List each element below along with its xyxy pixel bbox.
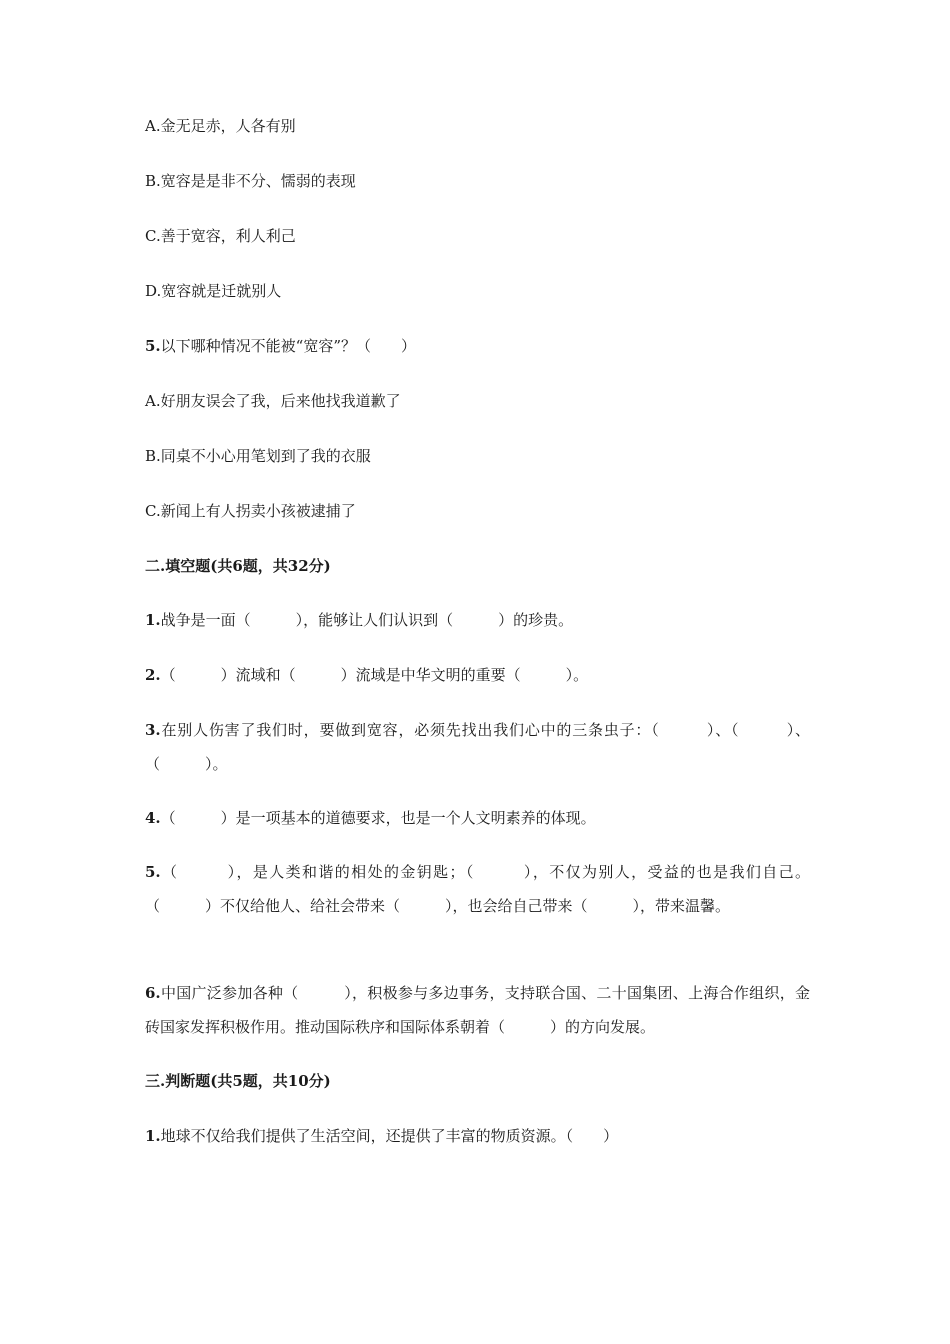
q5-text: 以下哪种情况不能被“宽容”？（ ） bbox=[160, 337, 417, 355]
q4-option-b: B.宽容是是非不分、懦弱的表现 bbox=[145, 172, 356, 190]
fill-q5-text: （ ），是人类和谐的相处的金钥匙；（ ），不仅为别人，受益的也是我们自己。（ ）不仅给他人、给社会带来（ ），也会给自己带来（ ），带来温馨。 bbox=[145, 863, 810, 915]
q5-option-a: A.好朋友误会了我，后来他找我道歉了 bbox=[145, 392, 401, 410]
judge-question-1 bbox=[145, 1126, 815, 1146]
fill-question-4 bbox=[145, 808, 815, 828]
q4-option-c: C.善于宽容，利人利己 bbox=[145, 227, 296, 245]
fill-question-1 bbox=[145, 610, 815, 630]
fill-q5-number: 5. bbox=[145, 863, 161, 881]
fill-q1-number: 1. bbox=[145, 611, 161, 629]
fill-question-6 bbox=[145, 976, 810, 1044]
section2-heading: 二.填空题(共6题，共32分) bbox=[145, 557, 331, 575]
q5-option-b: B.同桌不小心用笔划到了我的衣服 bbox=[145, 447, 371, 465]
section3-heading: 三.判断题(共5题，共10分) bbox=[145, 1072, 331, 1090]
judge-q1-number: 1. bbox=[145, 1127, 161, 1145]
fill-question-3 bbox=[145, 713, 810, 781]
fill-q1-text: 战争是一面（ ），能够让人们认识到（ ）的珍贵。 bbox=[160, 611, 574, 629]
fill-q6-text: 中国广泛参加各种（ ），积极参与多边事务，支持联合国、二十国集团、上海合作组织，金砖国家发挥积极作用。推动国际秩序和国际体系朝着（ ）的方向发展。 bbox=[145, 984, 810, 1036]
fill-q3-number: 3. bbox=[145, 721, 161, 739]
fill-q4-number: 4. bbox=[145, 809, 161, 827]
fill-q2-number: 2. bbox=[145, 666, 161, 684]
q5-stem bbox=[145, 336, 815, 356]
q4-option-a: A.金无足赤，人各有别 bbox=[145, 117, 296, 135]
fill-question-5 bbox=[145, 855, 810, 923]
fill-question-2 bbox=[145, 665, 815, 685]
q4-option-d: D.宽容就是迁就别人 bbox=[145, 282, 282, 300]
fill-q2-text: （ ）流域和（ ）流域是中华文明的重要（ ）。 bbox=[160, 666, 589, 684]
q5-option-c: C.新闻上有人拐卖小孩被逮捕了 bbox=[145, 502, 356, 520]
q5-number: 5. bbox=[145, 337, 161, 355]
fill-q3-text: 在别人伤害了我们时，要做到宽容，必须先找出我们心中的三条虫子：（ ）、（ ）、（ ）。 bbox=[145, 721, 810, 773]
fill-q6-number: 6. bbox=[145, 984, 161, 1002]
judge-q1-text: 地球不仅给我们提供了生活空间，还提供了丰富的物质资源。（ ） bbox=[160, 1127, 619, 1145]
fill-q4-text: （ ）是一项基本的道德要求，也是一个人文明素养的体现。 bbox=[160, 809, 596, 827]
